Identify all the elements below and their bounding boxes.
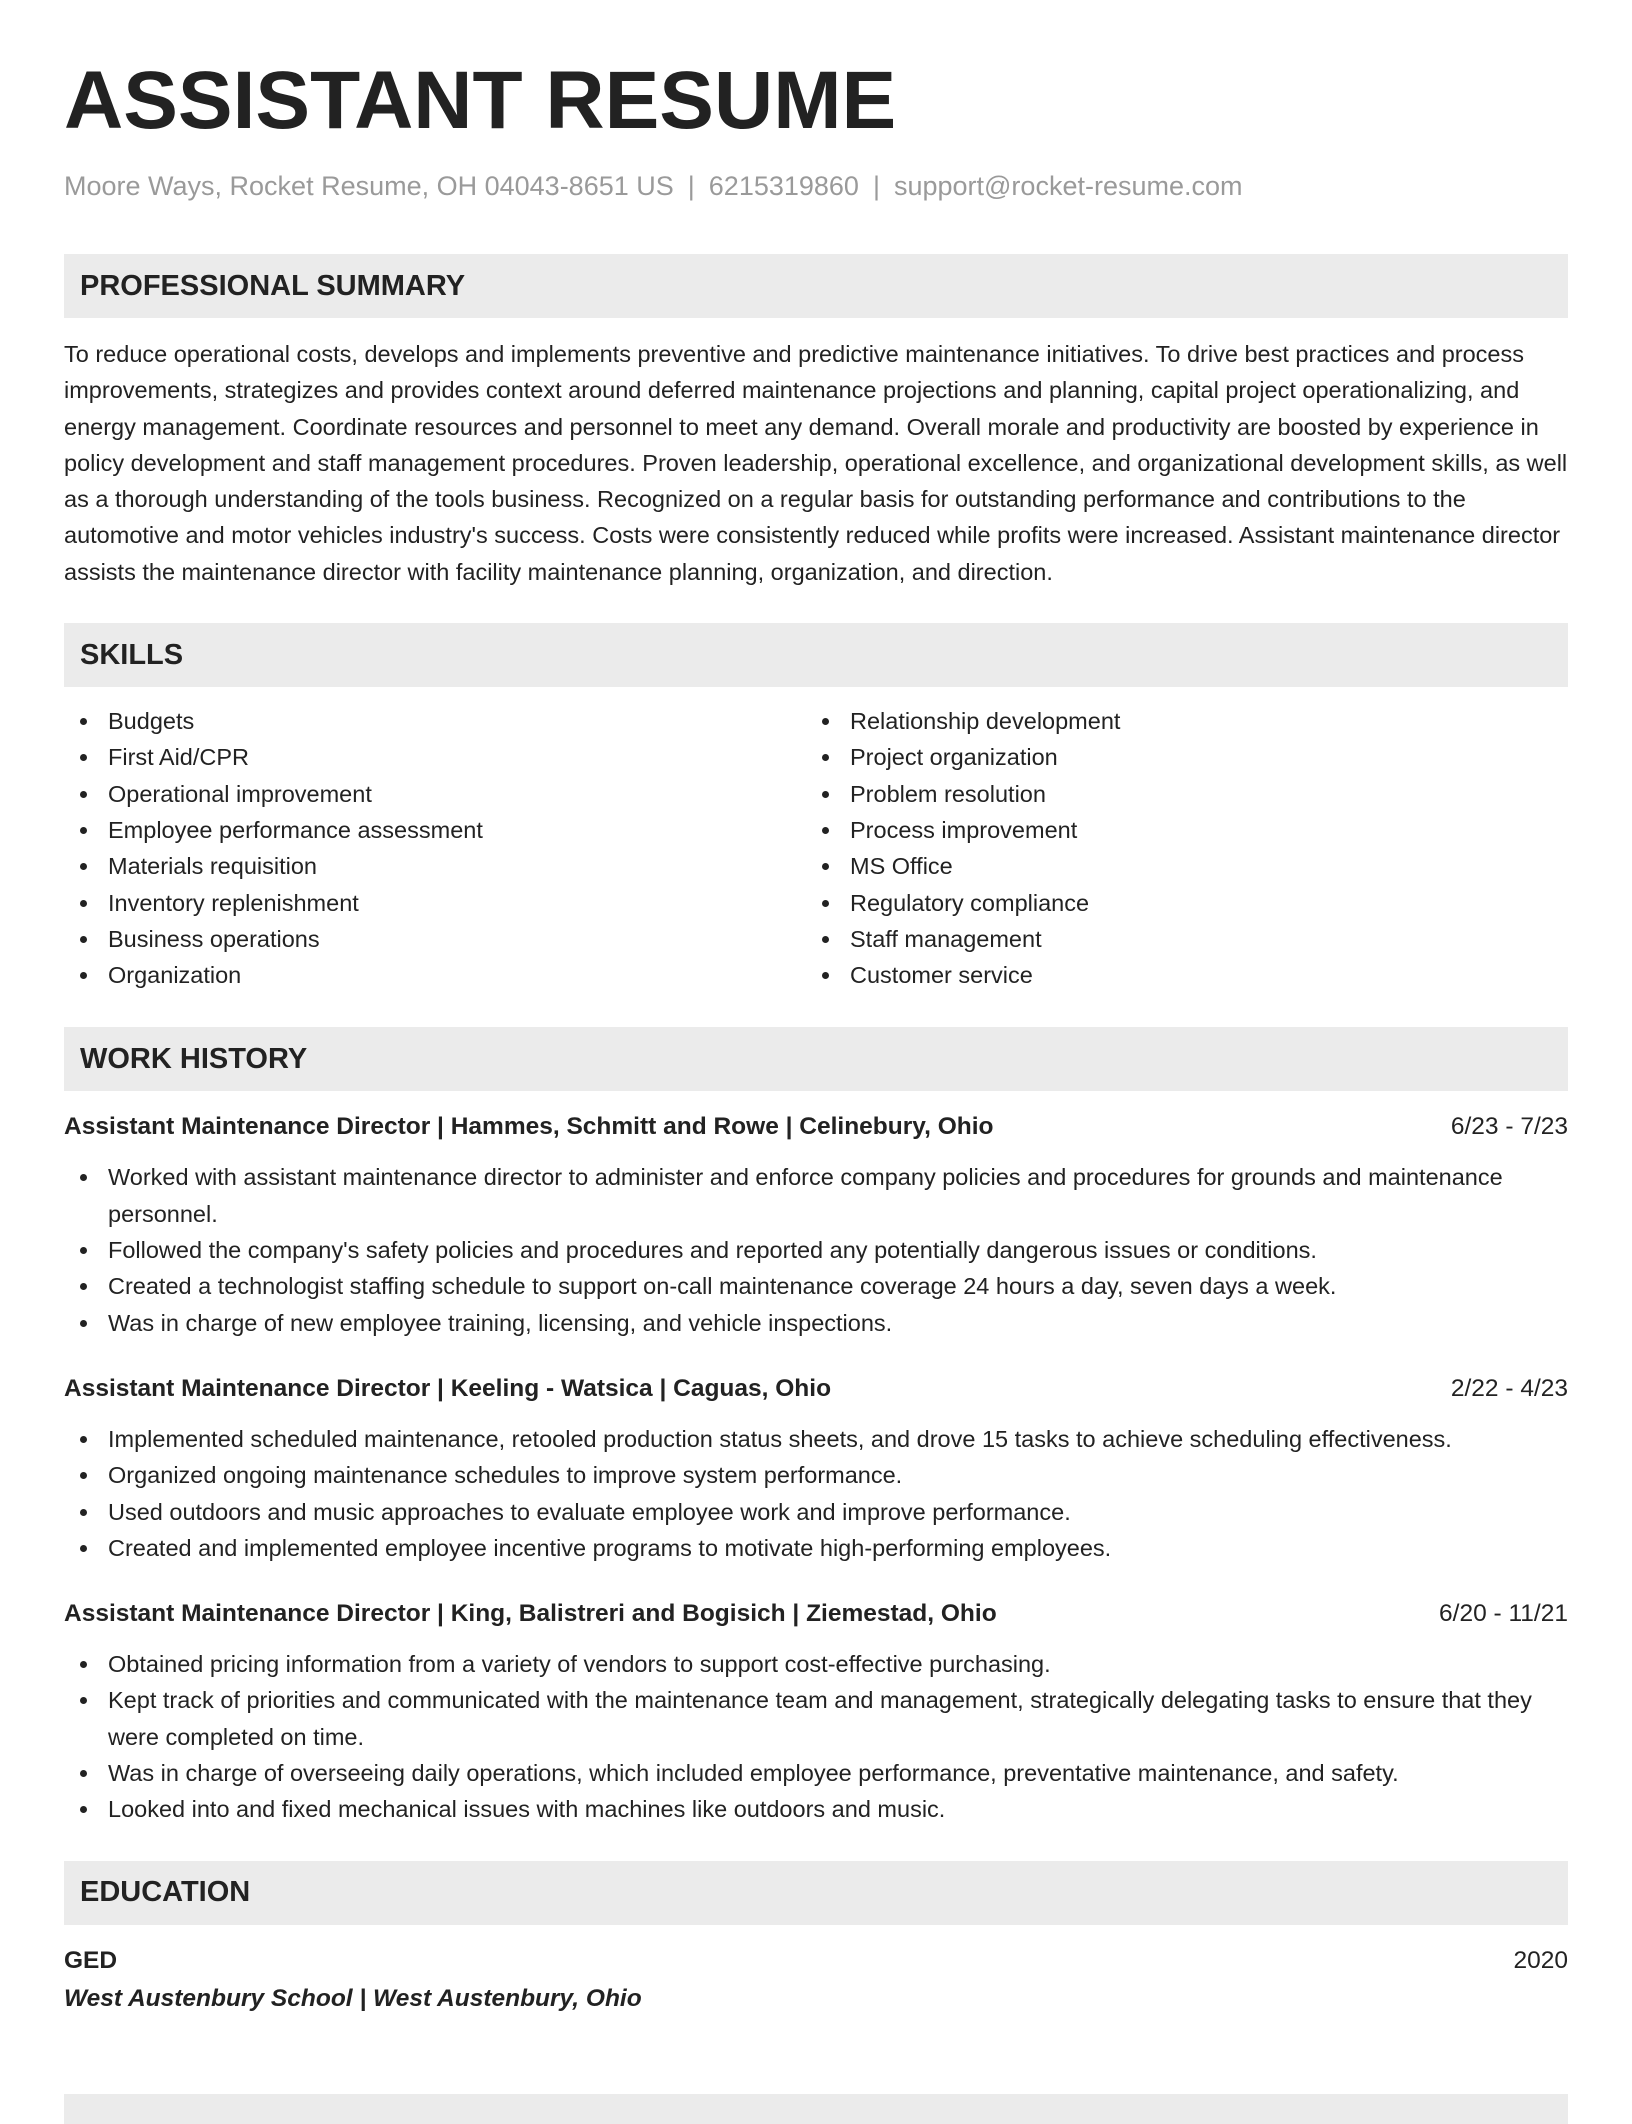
contact-phone: 6215319860 xyxy=(708,171,859,201)
job-bullet: Created a technologist staffing schedule to support on-call maintenance coverage 24 hours a day, seven days a week. xyxy=(64,1268,1568,1304)
resume-page xyxy=(64,0,1568,2017)
job-dates: 6/20 - 11/21 xyxy=(1439,1600,1568,1628)
skills-column-right xyxy=(806,703,1548,993)
job-entry xyxy=(64,1109,1568,1340)
job-bullet: Worked with assistant maintenance director to administer and enforce company policies and procedures for grounds and maintenance personnel. xyxy=(64,1159,1568,1232)
job-bullet: Was in charge of overseeing daily operations, which included employee performance, preventative maintenance, and safety. xyxy=(64,1755,1568,1791)
skill-item: Process improvement xyxy=(806,812,1548,848)
job-title: Assistant Maintenance Director | King, Balistreri and Bogisich | Ziemestad, Ohio xyxy=(64,1600,997,1628)
skill-item: Operational improvement xyxy=(64,776,806,812)
skill-item: MS Office xyxy=(806,848,1548,884)
contact-email[interactable]: support@rocket-resume.com xyxy=(893,171,1243,201)
skill-item: Staff management xyxy=(806,921,1548,957)
job-title: Assistant Maintenance Director | Keeling - Watsica | Caguas, Ohio xyxy=(64,1374,832,1402)
skills-list xyxy=(64,703,1568,993)
job-bullets xyxy=(64,1646,1568,1827)
contact-address: Moore Ways, Rocket Resume, OH 04043-8651 US xyxy=(64,171,674,201)
section-header-education: EDUCATION xyxy=(64,1861,1568,1925)
job-bullets xyxy=(64,1421,1568,1566)
section-header-summary: PROFESSIONAL SUMMARY xyxy=(64,254,1568,318)
skill-item: Relationship development xyxy=(806,703,1548,739)
job-bullet: Obtained pricing information from a variety of vendors to support cost-effective purchasing. xyxy=(64,1646,1568,1682)
skill-item: Budgets xyxy=(64,703,806,739)
job-bullet: Organized ongoing maintenance schedules to improve system performance. xyxy=(64,1457,1568,1493)
skill-item: Materials requisition xyxy=(64,848,806,884)
skill-item: Problem resolution xyxy=(806,776,1548,812)
contact-separator: | xyxy=(687,171,695,201)
education-degree: GED xyxy=(64,1946,118,1974)
education-school: West Austenbury School | West Austenbury, Ohio xyxy=(64,1984,642,2012)
job-bullet: Implemented scheduled maintenance, retooled production status sheets, and drove 15 tasks to achieve scheduling effectiveness. xyxy=(64,1421,1568,1457)
skill-item: Organization xyxy=(64,957,806,993)
skill-item: Inventory replenishment xyxy=(64,885,806,921)
job-entry xyxy=(64,1596,1568,1827)
job-bullet: Created and implemented employee incentive programs to motivate high-performing employees. xyxy=(64,1530,1568,1566)
job-bullet: Kept track of priorities and communicated with the maintenance team and management, strategically delegating tasks to ensure that they were completed on time. xyxy=(64,1682,1568,1755)
job-header xyxy=(64,1109,1568,1145)
contact-line xyxy=(64,168,1568,204)
job-dates: 2/22 - 4/23 xyxy=(1450,1374,1568,1402)
skill-item: Project organization xyxy=(806,739,1548,775)
skills-column-left xyxy=(64,703,806,993)
skill-item: Employee performance assessment xyxy=(64,812,806,848)
job-title: Assistant Maintenance Director | Hammes, Schmitt and Rowe | Celinebury, Ohio xyxy=(64,1113,994,1141)
skill-item: Regulatory compliance xyxy=(806,885,1548,921)
job-dates: 6/23 - 7/23 xyxy=(1450,1113,1568,1141)
resume-title: ASSISTANT RESUME xyxy=(64,55,897,146)
job-bullets xyxy=(64,1159,1568,1340)
job-bullet: Was in charge of new employee training, licensing, and vehicle inspections. xyxy=(64,1305,1568,1341)
job-header xyxy=(64,1596,1568,1632)
skill-item: Business operations xyxy=(64,921,806,957)
summary-text: To reduce operational costs, develops and implements preventive and predictive maintenance initiatives. To drive best practices and process improvements, strategizes and provides context around deferred maintenance projections and planning, capital project operationalizing, and energy management. Coordinate resources and personnel to meet any demand. Overall morale and productivity are boosted by experience in policy development and staff management procedures. Proven leadership, operational excellence, and organizational development skills, as well as a thorough understanding of the tools business. Recognized on a regular basis for outstanding performance and contributions to the automotive and motor vehicles industry's success. Costs were consistently reduced while profits were increased. Assistant maintenance director assists the maintenance director with facility maintenance planning, organization, and direction. xyxy=(64,341,1568,585)
skill-item: First Aid/CPR xyxy=(64,739,806,775)
contact-separator: | xyxy=(872,171,880,201)
job-entry xyxy=(64,1371,1568,1566)
section-header-skills: SKILLS xyxy=(64,623,1568,687)
job-bullet: Followed the company's safety policies and procedures and reported any potentially dangerous issues or conditions. xyxy=(64,1232,1568,1268)
job-bullet: Used outdoors and music approaches to evaluate employee work and improve performance. xyxy=(64,1494,1568,1530)
education-header xyxy=(64,1943,1568,1979)
job-bullet: Looked into and fixed mechanical issues with machines like outdoors and music. xyxy=(64,1791,1568,1827)
section-header-work-history: WORK HISTORY xyxy=(64,1027,1568,1091)
job-header xyxy=(64,1371,1568,1407)
skill-item: Customer service xyxy=(806,957,1548,993)
next-section-bar xyxy=(64,2094,1568,2124)
education-year: 2020 xyxy=(1513,1946,1568,1974)
